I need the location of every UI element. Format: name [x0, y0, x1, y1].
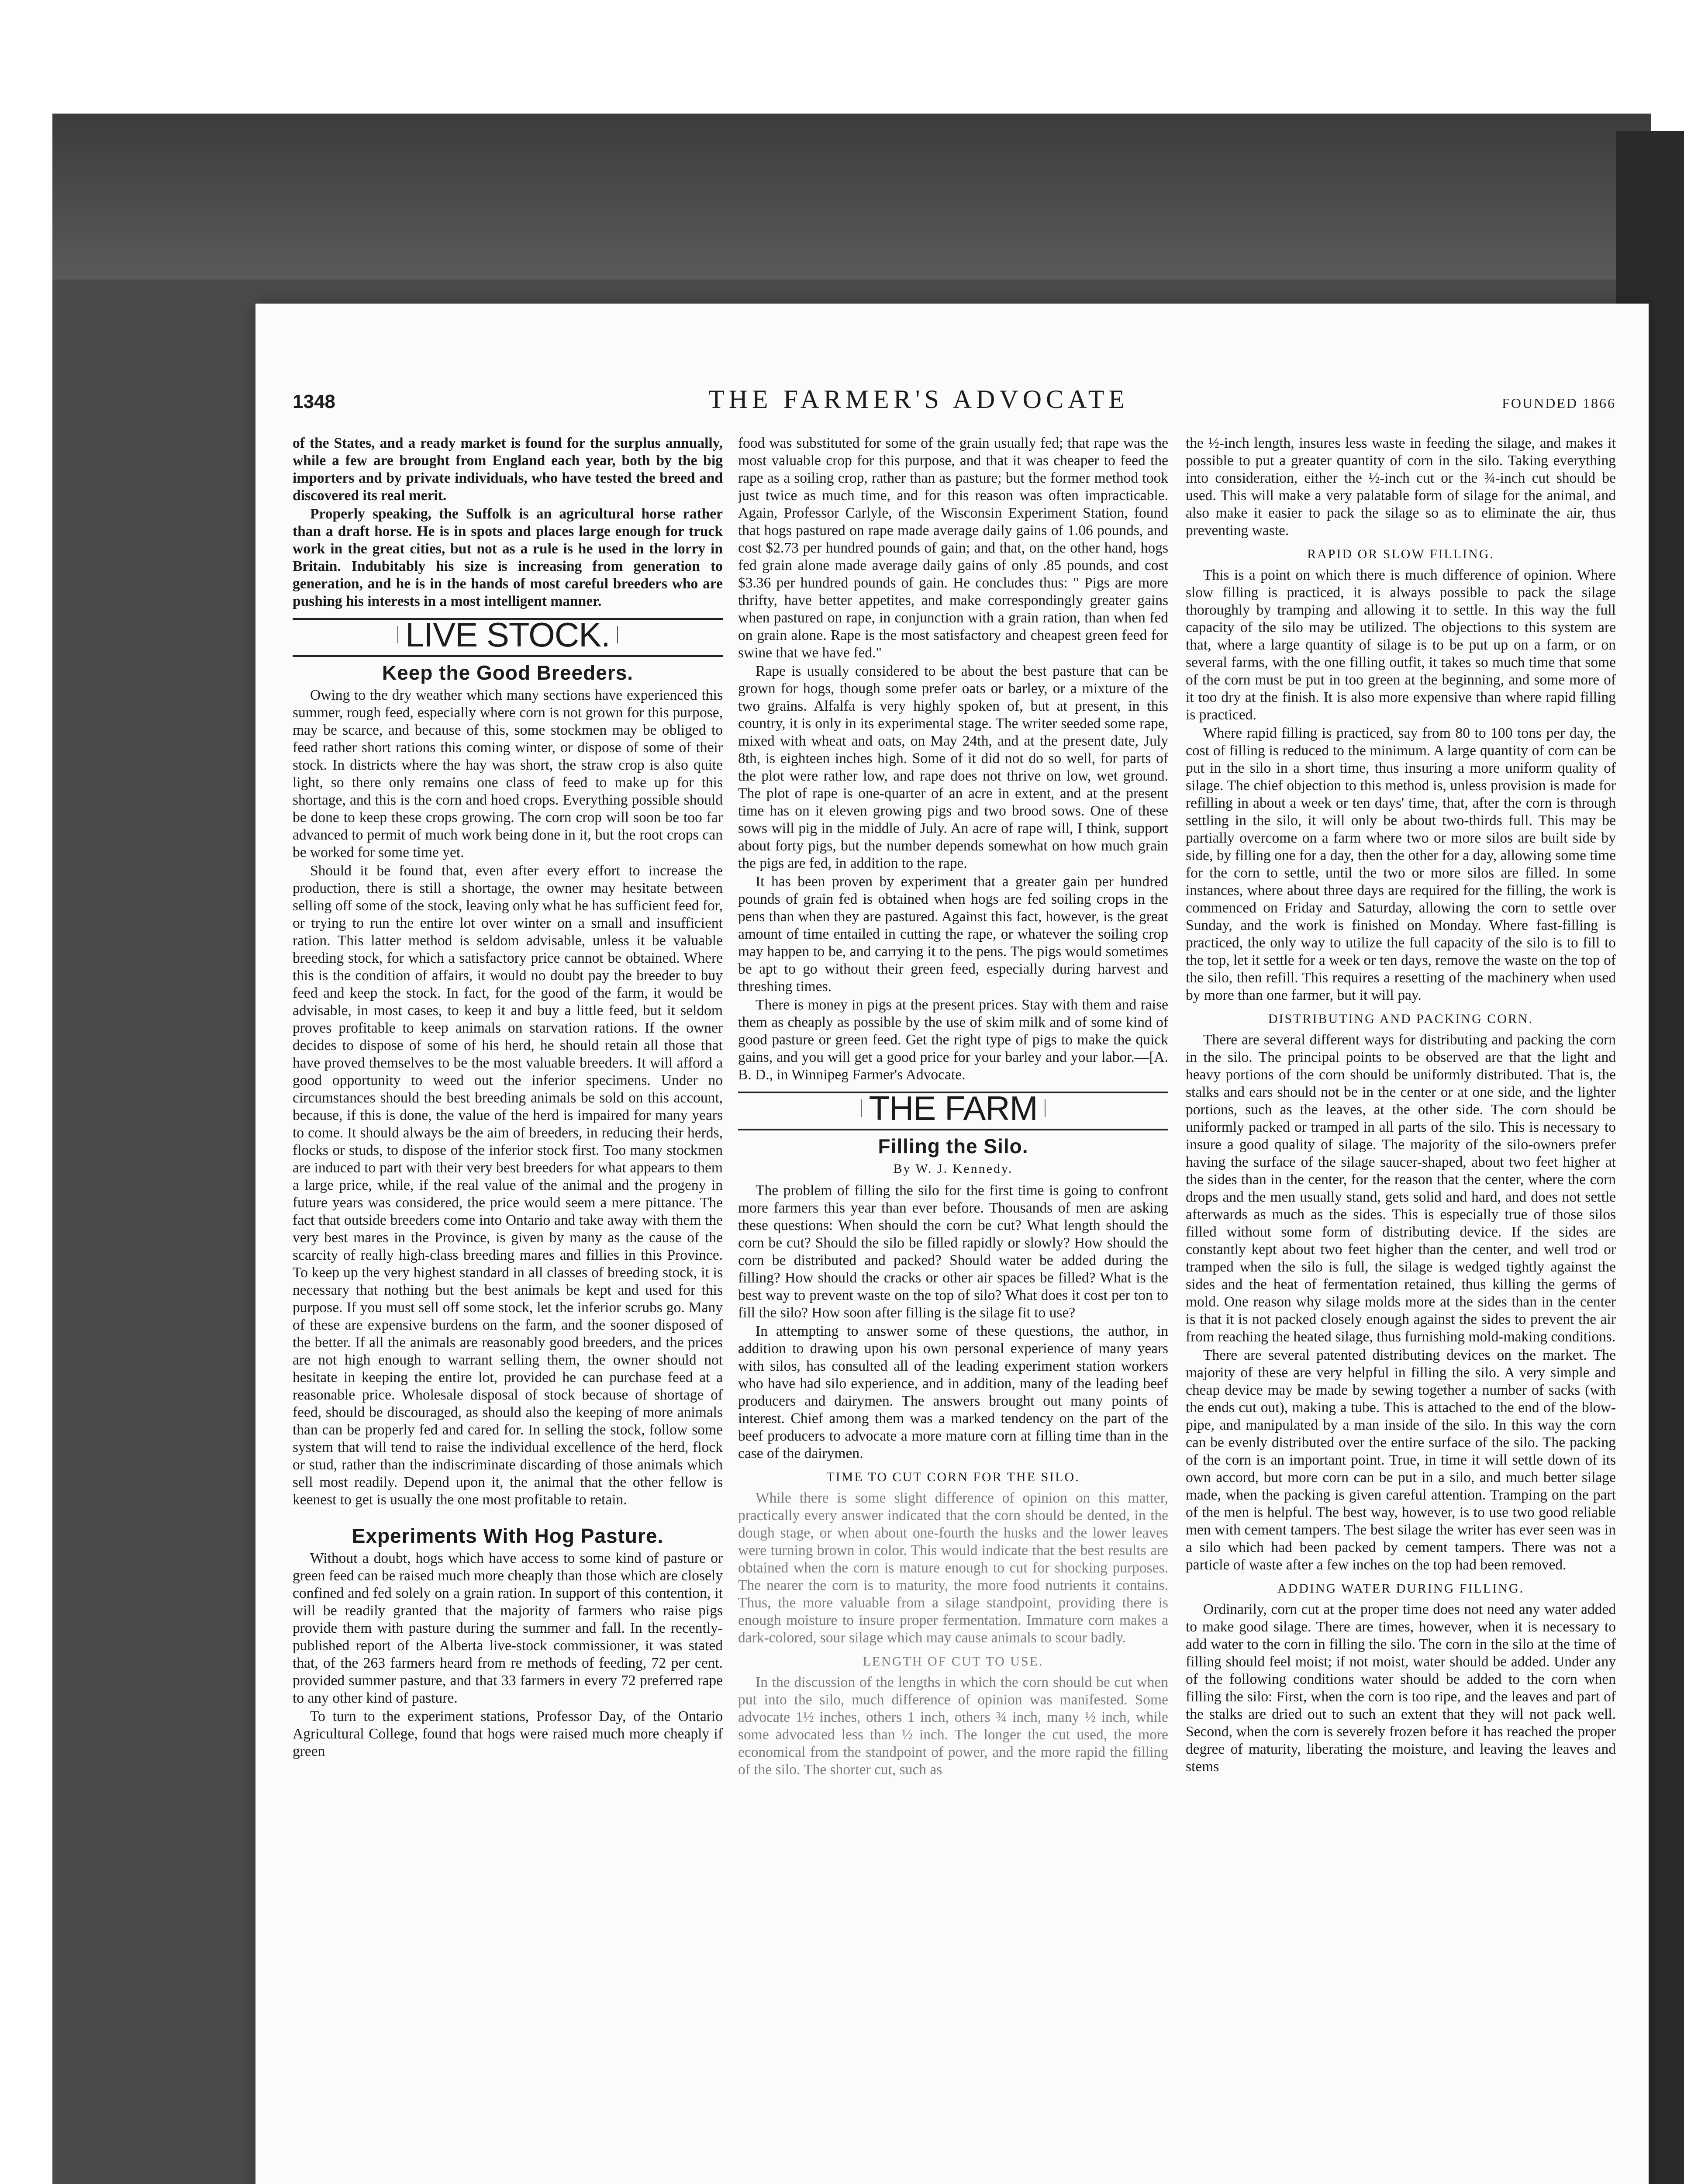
subheading: TIME TO CUT CORN FOR THE SILO. — [826, 1470, 1080, 1484]
paragraph: In the discussion of the lengths in which the corn should be cut when put into the silo, much difference of opinion was manifested. Some advocate 1½ inches, others 1 inch, others ¾ inch, many ½ inch, while some advocated less than ½ inch. The longer the cut used, the more economical from the standpoint of power, and the more rapid the filling of the silo. The shorter cut, such as — [738, 1674, 1168, 1778]
column-left — [293, 435, 723, 2184]
paragraph: It has been proven by experiment that a greater gain per hundred pounds of grain fed is obtained when hogs are fed soiling crops in the pens than when they are pastured. Against this fact, however, is the great amount of time entailed in cutting the rape, or whatever the soiling crop may happen to be, and carrying it to the pens. The pigs would sometimes be apt to go without their green feed, especially during harvest and threshing times. — [738, 874, 1168, 995]
paragraph: food was substituted for some of the grain usually fed; that rape was the most valuable crop for this purpose, and that it was cheaper to feed the rape as a soiling crop, rather than as pasture; but the former method took just twice as much time, and for this reason was often impracticable. Again, Professor Carlyle, of the Wisconsin Experiment Station, found that hogs pastured on rape made average daily gains of 1.06 pounds, and cost $2.73 per hundred pounds of gain; and that, on the other hand, hogs fed grain alone made average daily gains of only .85 pounds, and cost $3.36 per hundred pounds of gain. He concludes thus: " Pigs are more thrifty, have better appetites, and make correspondingly greater gains when pastured on rape, in conjunction with a grain ration, than when fed on grain alone. Rape is the most satisfactory and cheapest green feed for swine that we have fed." — [738, 435, 1168, 661]
paragraph: To turn to the experiment stations, Professor Day, of the Ontario Agricultural College, found that hogs were raised much more cheaply if green — [293, 1708, 723, 1759]
subheading: ADDING WATER DURING FILLING. — [1277, 1581, 1525, 1596]
paragraph: Rape is usually considered to be about the best pasture that can be grown for hogs, though some prefer oats or barley, or a mixture of the two grains. Alfalfa is very highly spoken of, but at present, in this country, it is only in its experimental stage. The writer seeded some rape, mixed with wheat and oats, on May 24th, and at the present date, July 8th, is eighteen inches high. Some of it did not do so well, for parts of the plot were rather low, and rape does not thrive on low, wet ground. The plot of rape is one-quarter of an acre in extent, and at the present time has on it eleven growing pigs and two brood sows. One of these sows will pig in the middle of July. An acre of rape will, I think, support about forty pigs, but the number depends somewhat on how much grain the pigs are fed, in addition to the rape. — [738, 663, 1168, 871]
page-header — [293, 384, 1616, 419]
subheading: RAPID OR SLOW FILLING. — [1307, 547, 1494, 561]
subheading: DISTRIBUTING AND PACKING CORN. — [1268, 1012, 1534, 1026]
paragraph: Should it be found that, even after every effort to increase the production, there is still a shortage, the owner may hesitate between selling off some of the stock, leaving only what he has sufficient feed for, or trying to run the entire lot over winter on a small and insufficient ration. This latter method is seldom advisable, unless it be valuable breeding stock, for which a satisfactory price cannot be obtained. Where this is the condition of affairs, it would no doubt pay the breeder to buy feed and keep the stock. In fact, for the good of the farm, it would be advisable, in most cases, to keep it and buy a little feed, but it seldom proves profitable to keep animals on starvation rations. If the owner decides to dispose of some of his herd, he should retain all those that have proved themselves to be the most valuable breeders. It will afford a good opportunity to weed out the inferior specimens. Under no circumstances should the best breeding animals be sold on this account, because, if this is done, the value of the herd is impaired for many years to come. It should always be the aim of breeders, in reducing their herds, flocks or studs, to dispose of the inferior stock first. Too many stockmen are induced to part with their very best breeders for what appears to them a large price, while, if the real value of the animal and the progeny in future years was considered, the price would seem a mere pittance. The fact that outside breeders come into Ontario and take away with them the very best mares in the Province, is given by many as the cause of the scarcity of really high-class breeding mares and fillies in this Province. To keep up the very highest standard in all classes of breeding stock, it is necessary that nothing but the best animals be kept and used for this purpose. If you must sell off some stock, let the inferior scrubs go. Many of these are expensive burdens on the farm, and the sooner disposed of the better. If all the animals are reasonably good breeders, and the prices are not high enough to warrant selling them, the owner should not hesitate in keeping the entire lot, provided he can purchase feed at a reasonable price. Wholesale disposal of stock because of shortage of feed, should be discouraged, as should also the keeping of more animals than can be properly fed and cared for. In selling the stock, follow some system that will tend to raise the individual excellence of the herd, flock or stud, rather than the indiscriminate discarding of those animals which sell most readily. Depend upon it, the animal that the other fellow is keenest to get is usually the one most profitable to retain. — [293, 863, 723, 1508]
section-title: THE FARM — [861, 1099, 1045, 1117]
article-title: Filling the Silo. — [878, 1135, 1028, 1158]
paragraph: This is a point on which there is much difference of opinion. Where slow filling is practiced, it is always possible to pack the silage thoroughly by tramping and allowing it to settle. In this way the full capacity of the silo may be utilized. The objections to this system are that, where a large quantity of silage is to be put up on a farm, or on several farms, with the one filling outfit, it takes so much time that some of the corn must be put in too green at the beginning, and some more of it too dry at the finish. It is also more expensive than where rapid filling is practiced. — [1186, 567, 1616, 723]
column-middle — [738, 435, 1168, 2184]
paragraph: There are several different ways for distributing and packing the corn in the silo. The principal points to be observed are that the light and heavy portions of the corn should be uniformly distributed. That is, the stalks and ears should not be in the center or at one side, and the lighter portions, such as the leaves, at the other side. The corn should be uniformly packed or tramped in all parts of the silo. This is necessary to insure a good quality of silage. The majority of the silo-owners prefer having the surface of the silage saucer-shaped, about two feet higher at the sides than in the center, for the reason that the center, where the corn drops and the men usually stand, gets solid and hard, and does not settle afterwards as much as the sides. This is especially true of those silos filled without some form of distributing device. If the sides are constantly kept about two feet higher than the center, and well trod or tramped when the silo is full, the silage is wedged tightly against the sides and the heat of fermentation retained, thus killing the germs of mold. One reason why silage molds more at the sides than in the center is that it is not packed closely enough against the sides to prevent the air from reaching the heated silage, thus furnishing mold-making conditions. — [1186, 1032, 1616, 1345]
section-title: LIVE STOCK. — [397, 626, 618, 643]
paragraph: In attempting to answer some of these questions, the author, in addition to drawing upon his own personal experience of many years with silos, has consulted all of the leading experiment station workers who have had silo experience, and in addition, many of the leading beef producers and dairymen. The answers brought out many points of interest. Chief among them was a marked tendency on the part of the beef producers to advocate a more mature corn at filling time than in the case of the dairymen. — [738, 1323, 1168, 1462]
paragraph: The problem of filling the silo for the first time is going to confront more farmers this year than ever before. Thousands of men are asking these questions: When should the corn be cut? What length should the corn be cut? Should the silo be filled rapidly or slowly? How should the corn be distributed and packed? Should water be added during the filling? How should the cracks or other air spaces be filled? What is the best way to prevent waste on the top of silo? What does it cost per ton to fill the silo? How soon after filling is the silage fit to use? — [738, 1182, 1168, 1321]
paragraph: the ½-inch length, insures less waste in feeding the silage, and makes it possible to put a greater quantity of corn in the silo. Taking everything into consideration, either the ½-inch cut or the ¾-inch cut should be used. This will make a very palatable form of silage for the animal, and also make it easier to pack the silage so as to eliminate the air, thus preventing waste. — [1186, 435, 1616, 539]
masthead-title: THE FARMER'S ADVOCATE — [708, 385, 1129, 414]
article-title: Keep the Good Breeders. — [382, 661, 634, 684]
newspaper-page — [255, 304, 1649, 2184]
paragraph: Ordinarily, corn cut at the proper time does not need any water added to make good silage. There are times, however, when it is necessary to add water to the corn in filling the silo. The corn in the silo at the time of filling should feel moist; if not moist, water should be added. Under any of the following conditions water should be added to the corn when filling the silo: First, when the corn is too ripe, and the leaves and part of the stalks are dried out to such an extent that they will not pack well. Second, when the corn is severely frozen before it has reached the proper degree of maturity, liberating the moisture, and leaving the leaves and stems — [1186, 1601, 1616, 1775]
article-title: Experiments With Hog Pasture. — [352, 1524, 664, 1547]
byline: By W. J. Kennedy. — [893, 1161, 1013, 1176]
paragraph: While there is some slight difference of opinion on this matter, practically every answer indicated that the corn should be dented, in the dough stage, or when about one-fourth the husks and the lower leaves were turning brown in color. This would indicate that the best results are obtained when the corn is mature enough to cut for shocking purposes. The nearer the corn is to maturity, the more food nutrients it contains. Thus, the more valuable from a silage standpoint, providing there is enough moisture to insure proper fermentation. Immature corn makes a dark-colored, sour silage which may cause animals to scour badly. — [738, 1490, 1168, 1646]
paragraph: Properly speaking, the Suffolk is an agricultural horse rather than a draft horse. He is in spots and places large enough for truck work in the great cities, but not as a rule is he used in the lorry in Britain. Indubitably his size is increasing from generation to generation, and he is in the hands of most careful breeders who are pushing his interests in a most intelligent manner. — [293, 506, 723, 609]
scan-top-strip — [52, 114, 1651, 280]
paragraph: of the States, and a ready market is found for the surplus annually, while a few are brought from England each year, both by the big importers and by private individuals, who have tested the breed and discovered its real merit. — [293, 435, 723, 504]
paragraph: There are several patented distributing devices on the market. The majority of these are very helpful in filling the silo. A very simple and cheap device may be made by sewing together a number of sacks (with the ends cut out), making a tube. This is attached to the end of the blow-pipe, and manipulated by a man inside of the silo. In this way the corn can be evenly distributed over the entire surface of the silo. The packing of the corn is an important point. True, in time it will settle down of its own accord, but more corn can be put in a silo, and much better silage made, when the packing is given careful attention. Tramping on the part of the men is helpful. The best way, however, is to use two good reliable men with cement tampers. The best silage the writer has ever seen was in a silo which had been packed by cement tampers. There was not a particle of waste after a few inches on the top had been removed. — [1186, 1347, 1616, 1573]
paragraph: There is money in pigs at the present prices. Stay with them and raise them as cheaply as possible by the use of skim milk and of some kind of good pasture or green feed. Get the right type of pigs to make the quick gains, and you will get a good price for your barley and your labor.—[A. B. D., in Winnipeg Farmer's Advocate. — [738, 997, 1168, 1083]
column-right — [1186, 435, 1616, 2184]
section-heading-live-stock — [293, 615, 723, 657]
paragraph: Owing to the dry weather which many sections have experienced this summer, rough feed, especially where corn is not grown for this purpose, may be scarce, and because of this, some stockmen may be obliged to feed rather short rations this coming winter, or dispose of some of their stock. In districts where the hay was short, the straw crop is also quite light, so there only remains one class of feed to make up for this shortage, and this is the corn and hoed crops. Everything possible should be done to keep these crops growing. The corn crop will soon be too far advanced to permit of much work being done in it, but the root crops can be worked for some time yet. — [293, 687, 723, 860]
founded-note: FOUNDED 1866 — [1502, 395, 1616, 411]
page-number: 1348 — [293, 391, 335, 412]
paragraph: Without a doubt, hogs which have access to some kind of pasture or green feed can be raised much more cheaply than those which are closely confined and fed solely on a grain ration. In support of this contention, it will be readily granted that the majority of farmers who raise pigs provide them with pasture during the summer and fall. In the recently-published report of the Alberta live-stock commissioner, it was stated that, of the 263 farmers heard from re methods of feeding, 72 per cent. provided summer pasture, and that 33 farmers in every 72 preferred rape to any other kind of pasture. — [293, 1550, 723, 1706]
paragraph: Where rapid filling is practiced, say from 80 to 100 tons per day, the cost of filling is reduced to the minimum. A large quantity of corn can be put in the silo in a short time, thus insuring a more uniform quality of silage. The chief objection to this method is, unless provision is made for refilling in about a week or ten days' time, that, after the corn is through settling in the silo, it will only be about two-thirds full. This may be partially overcome on a farm where two or more silos are built side by side, by filling one for a day, then the other for a day, allowing some time for the corn to settle, until the two or more silos are filled. In some instances, where about three days are required for the filling, the work is commenced on Friday and Saturday, allowing the corn to settle over Sunday, and the work is finished on Monday. Where fast-filling is practiced, the only way to utilize the full capacity of the silo is to fill to the top, let it settle for a week or ten days, remove the waste on the top of the silo, then refill. This requires a resetting of the machinery when used by more than one farmer, but it will pay. — [1186, 725, 1616, 1003]
subheading: LENGTH OF CUT TO USE. — [863, 1654, 1044, 1669]
section-heading-the-farm — [738, 1089, 1168, 1130]
